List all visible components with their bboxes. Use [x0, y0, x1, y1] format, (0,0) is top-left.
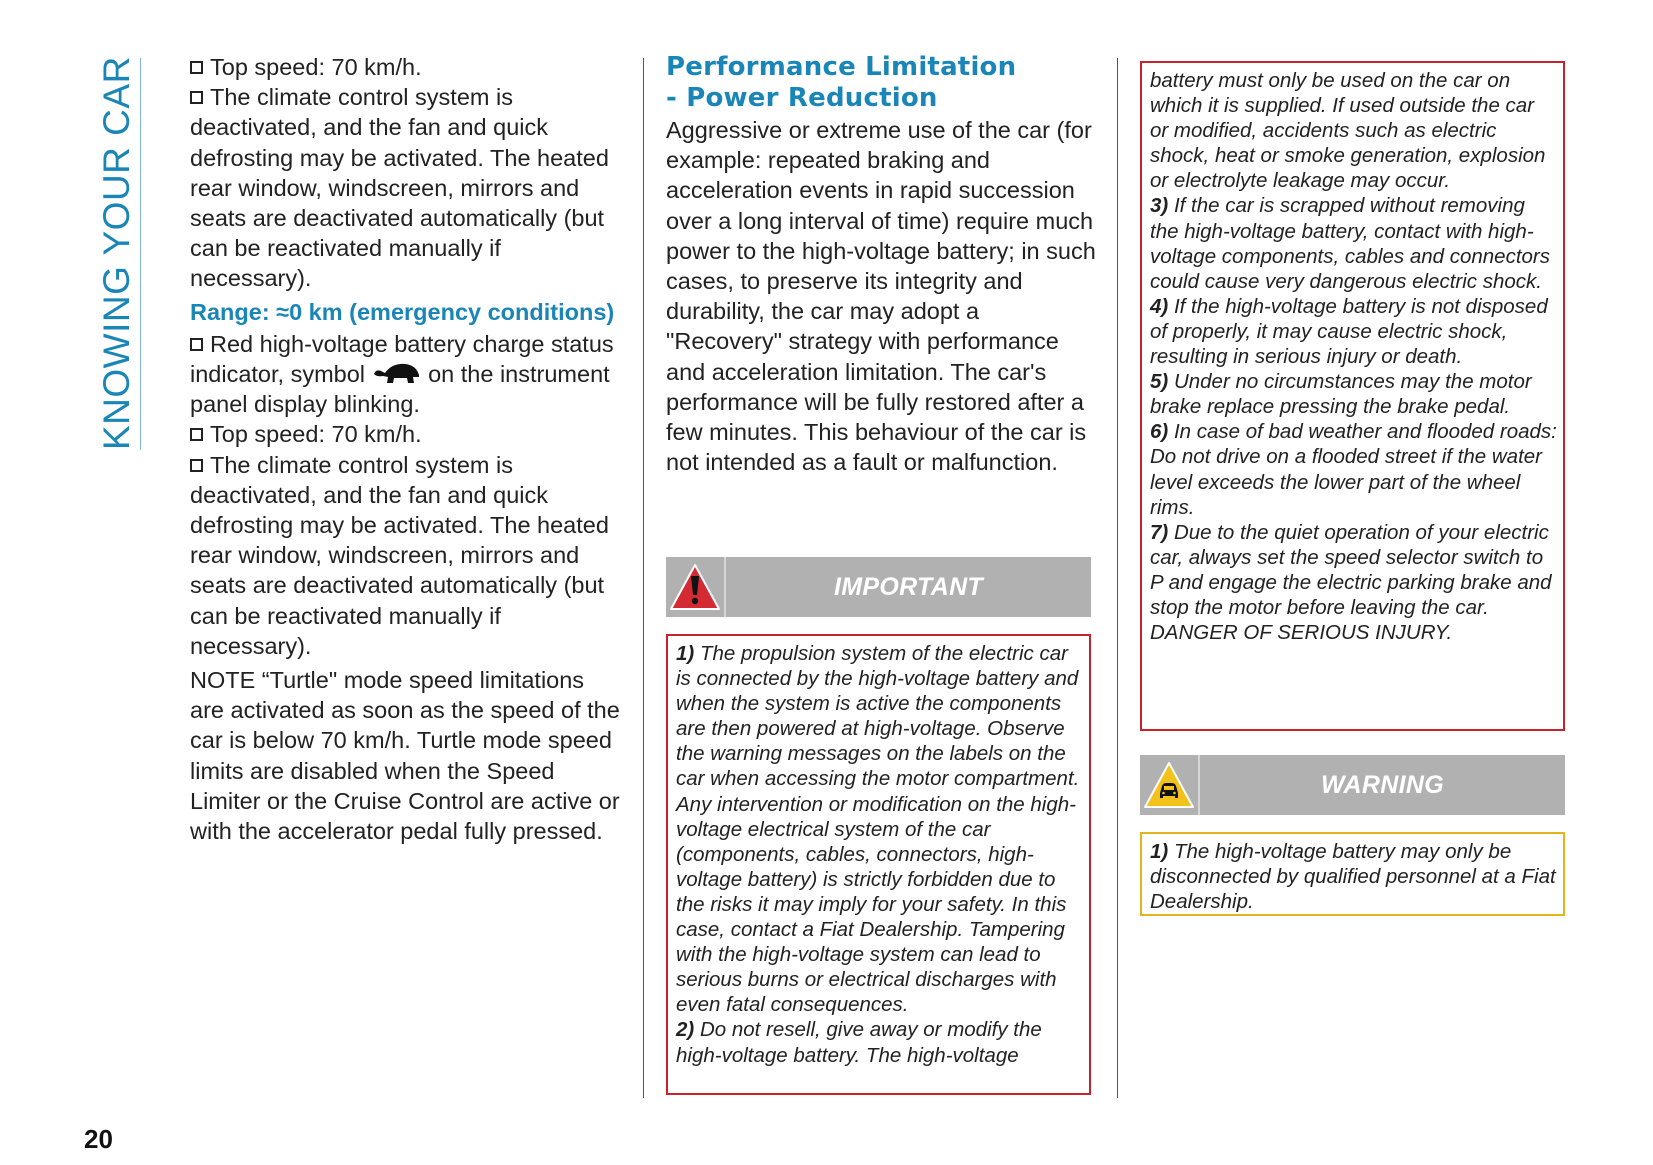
note-item: 1) The propulsion system of the electric car is connected by the high-voltage battery and when the system is active the components are then powered at high-voltage. Observe the warning messages on the labels on the car when accessing the motor compartment. Any intervention or modification on the high-voltage electrical system of the car (components, cables, connectors, high-voltage battery) is strictly forbidden due to the risks it may imply for your safety. In this case, contact a Fiat Dealership. Tampering with the high-voltage system can lead to serious burns or electrical discharges with even fatal consequences. — [676, 642, 1080, 1017]
note-item: 3) If the car is scrapped without removing the high-voltage battery, contact with high-voltage components, cables and connectors could cause very dangerous electric shock. — [1150, 194, 1551, 293]
section-heading: Performance Limitation - Power Reduction — [666, 52, 1017, 113]
range-subheading: Range: ≈0 km (emergency conditions) — [190, 298, 615, 325]
column-2 — [666, 52, 1096, 477]
danger-triangle-icon — [669, 562, 721, 612]
list-item: Top speed: 70 km/h. — [190, 52, 620, 82]
note-item: 5) Under no circumstances may the motor brake replace pressing the brake pedal. — [1150, 370, 1532, 419]
note-continuation: battery must only be used on the car on which it is supplied. If used outside the car or modified, accidents such as electric shock, heat or smoke generation, explosion or electrolyte leakage may occur. — [1150, 69, 1546, 193]
note-item: 7) Due to the quiet operation of your electric car, always set the speed selector switch to P and engage the electric parking brake and stop the motor before leaving the car. DANGER OF SERIOUS INJURY. — [1150, 520, 1552, 645]
important-box-continued — [1140, 61, 1565, 731]
important-box — [666, 634, 1091, 1095]
warning-banner — [1140, 755, 1565, 815]
section-side-label: KNOWING YOUR CAR — [96, 56, 137, 450]
icon-cell — [666, 557, 726, 617]
warning-box — [1140, 832, 1565, 916]
note-paragraph: NOTE “Turtle" mode speed limitations are activated as soon as the speed of the car is below 70 km/h. Turtle mode speed limits are disabled when the Speed Limiter or the Cruise Control are active or with the accelerator pedal fully pressed. — [190, 667, 620, 845]
side-rule — [140, 58, 141, 450]
turtle-icon — [372, 361, 422, 385]
warning-title: WARNING — [1321, 770, 1444, 799]
column-divider-1 — [643, 58, 644, 1098]
checkbox-bullet-icon — [190, 91, 203, 104]
checkbox-bullet-icon — [190, 428, 203, 441]
list-item: Top speed: 70 km/h. — [190, 419, 620, 449]
note-item: 4) If the high-voltage battery is not disposed of properly, it may cause electric shock, resulting in serious injury or death. — [1150, 294, 1548, 369]
list-item: The climate control system is deactivated, and the fan and quick defrosting may be activated. The heated rear window, windscreen, mirrors and seats are deactivated automatically (but can be reactivated manually if necessary). — [190, 84, 609, 292]
checkbox-bullet-icon — [190, 459, 203, 472]
checkbox-bullet-icon — [190, 338, 203, 351]
body-paragraph: Aggressive or extreme use of the car (for example: repeated braking and acceleration events in rapid succession over a long interval of time) require much power to the high-voltage battery; in such cases, to preserve its integrity and durability, the car may adopt a "Recovery" strategy with performance and acceleration limitation. The car's performance will be fully restored after a few minutes. This behaviour of the car is not intended as a fault or malfunction. — [666, 117, 1096, 476]
column-1 — [190, 52, 620, 846]
note-item: 1) The high-voltage battery may only be disconnected by qualified personnel at a Fiat Dealership. — [1150, 840, 1556, 914]
note-item: 2) Do not resell, give away or modify the high-voltage battery. The high-voltage — [676, 1018, 1042, 1067]
note-item: 6) In case of bad weather and flooded roads: Do not drive on a flooded street if the water level exceeds the lower part of the wheel rims. — [1150, 420, 1557, 519]
important-banner — [666, 557, 1091, 617]
icon-cell — [1140, 755, 1200, 815]
important-title: IMPORTANT — [834, 572, 983, 601]
list-item: Red high-voltage battery charge status indicator, symbol on the instrument panel display blinking. — [190, 330, 614, 418]
column-divider-2 — [1117, 58, 1118, 1098]
checkbox-bullet-icon — [190, 61, 203, 74]
list-item: The climate control system is deactivated, and the fan and quick defrosting may be activated. The heated rear window, windscreen, mirrors and seats are deactivated automatically (but can be reactivated manually if necessary). — [190, 451, 609, 659]
car-warning-triangle-icon — [1143, 760, 1195, 810]
page-number: 20 — [84, 1124, 113, 1154]
